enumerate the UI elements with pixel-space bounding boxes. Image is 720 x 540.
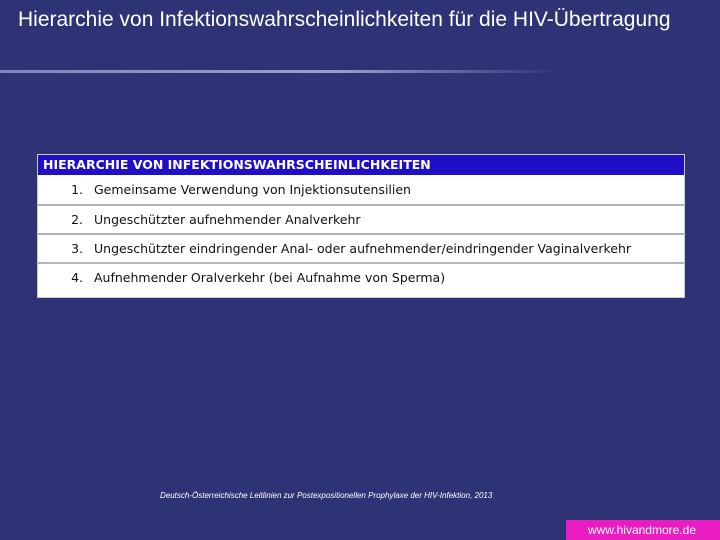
row-text: Ungeschützter aufnehmender Analverkehr: [94, 212, 361, 227]
row-number: 1.: [71, 182, 83, 197]
table-row: [38, 204, 684, 233]
probability-table: [37, 154, 685, 298]
row-number: 3.: [71, 241, 83, 256]
table-row: [38, 262, 684, 291]
table-row: [38, 233, 684, 262]
table-row: [38, 175, 684, 204]
row-text: Aufnehmender Oralverkehr (bei Aufnahme von Sperma): [94, 270, 446, 285]
title-underline: [0, 70, 560, 73]
row-number: 2.: [71, 212, 83, 227]
source-citation: Deutsch-Österreichische Leitlinien zur Postexpositionellen Prophylaxe der HIV-Infektion, 2013: [160, 491, 493, 500]
table-body: [38, 175, 684, 291]
slide-title: Hierarchie von Infektionswahrscheinlichkeiten für die HIV-Übertragung: [18, 8, 671, 31]
table-header: HIERARCHIE VON INFEKTIONSWAHRSCHEINLICHKEITEN: [38, 155, 684, 175]
row-number: 4.: [71, 270, 83, 285]
row-text: Gemeinsame Verwendung von Injektionsutensilien: [94, 182, 411, 197]
website-link[interactable]: www.hivandmore.de: [566, 520, 720, 540]
row-text: Ungeschützter eindringender Anal- oder aufnehmender/eindringender Vaginalverkehr: [94, 241, 632, 256]
